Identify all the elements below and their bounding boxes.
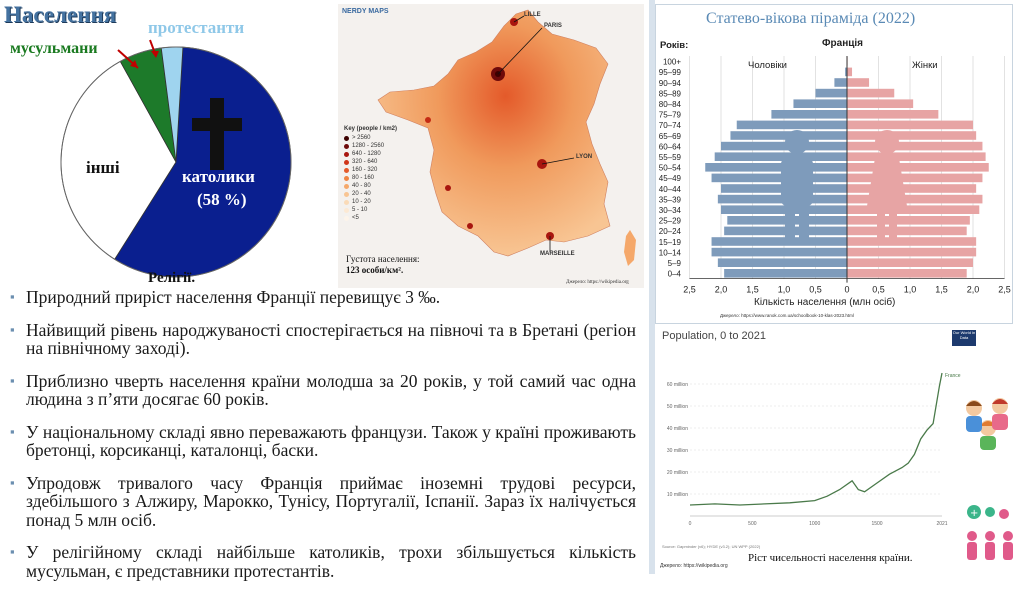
pyramid-age-label: 90–94 xyxy=(659,79,682,88)
pyramid-women-label: Жінки xyxy=(912,60,938,71)
pyramid-bar-men xyxy=(816,89,848,98)
pyramid-xtick: 1,5 xyxy=(935,285,948,295)
map-legend-item xyxy=(344,198,414,206)
density-map xyxy=(338,4,644,288)
map-legend-item xyxy=(344,142,414,150)
line-chart-source-note: Source: Gapminder (v6); HYDE (v3.2); UN WPP (2022) xyxy=(662,544,760,549)
pyramid-bar-women xyxy=(847,269,967,278)
pyramid-xtick: 2,5 xyxy=(998,285,1011,295)
line-chart-source: Джерело: https://wikipedia.org xyxy=(660,563,728,569)
map-legend-item xyxy=(344,174,414,182)
pyramid-bar-women xyxy=(847,142,982,151)
map-legend-swatch xyxy=(344,184,349,189)
pyramid-bar-men xyxy=(793,99,847,108)
label-muslims: мусульмани xyxy=(10,40,98,58)
population-line xyxy=(690,373,942,505)
line-xtick: 1500 xyxy=(871,521,882,527)
pyramid-bar-women xyxy=(847,237,976,246)
pyramid-bar-men xyxy=(834,78,847,87)
nantes-hotspot xyxy=(425,117,431,123)
pyramid-age-label: 70–74 xyxy=(659,121,682,130)
map-legend-item xyxy=(344,158,414,166)
map-legend-item xyxy=(344,214,414,222)
pyramid-bar-women xyxy=(847,184,976,193)
pyramid-source: Джерело: https://www.ranok.com.ua/schoolbook-10-klas-2023.html xyxy=(720,313,854,318)
line-chart-title: Population, 0 to 2021 xyxy=(662,330,766,342)
pyramid-bar-women xyxy=(847,152,986,161)
pyramid-xlabel: Кількість населення (млн осіб) xyxy=(754,297,895,308)
line-xtick: 0 xyxy=(689,521,692,527)
pyramid-age-label: 85–89 xyxy=(659,89,682,98)
pyramid-bar-women xyxy=(847,216,970,225)
pyramid-age-label: 80–84 xyxy=(659,100,682,109)
pyramid-age-label: 10–14 xyxy=(659,248,682,257)
line-ytick: 20 million xyxy=(667,470,688,476)
map-legend xyxy=(344,126,414,222)
pyramid-bar-men xyxy=(715,152,847,161)
map-legend-label: > 2560 xyxy=(352,135,371,141)
map-legend-swatch xyxy=(344,176,349,181)
map-legend-item xyxy=(344,150,414,158)
pyramid-age-label: 20–24 xyxy=(659,227,682,236)
population-pyramid-chart xyxy=(655,30,1011,320)
pyramid-bar-women xyxy=(847,163,989,172)
pyramid-age-label: 30–34 xyxy=(659,206,682,215)
bordeaux-hotspot xyxy=(445,185,451,191)
label-protestants: протестанти xyxy=(148,18,244,38)
line-xtick: 2021 xyxy=(936,521,947,527)
pyramid-xtick: 2,0 xyxy=(715,285,728,295)
pyramid-bar-women xyxy=(847,174,982,183)
pyramid-age-label: 40–44 xyxy=(659,185,682,194)
pyramid-age-label: 35–39 xyxy=(659,195,682,204)
pyramid-xtick: 1,5 xyxy=(746,285,759,295)
page-title: Населення xyxy=(4,2,116,28)
map-legend-swatch xyxy=(344,152,349,157)
pyramid-years-label: Років: xyxy=(660,40,688,51)
pyramid-xtick: 0,5 xyxy=(872,285,885,295)
pyramid-bar-women xyxy=(847,195,982,204)
line-ytick: 30 million xyxy=(667,448,688,454)
map-legend-swatch xyxy=(344,200,349,205)
pyramid-bar-men xyxy=(712,237,847,246)
pyramid-bar-men xyxy=(712,174,847,183)
pyramid-age-label: 60–64 xyxy=(659,142,682,151)
map-legend-swatch xyxy=(344,168,349,173)
pyramid-bar-women xyxy=(847,110,938,119)
pyramid-age-label: 50–54 xyxy=(659,164,682,173)
fact-item: ▪ У національному складі явно переважають французи. Також у країні проживають бретонці, корсиканці, каталонці, баски. xyxy=(8,423,636,460)
pyramid-bar-women xyxy=(847,248,976,257)
label-catholics-percent: (58 %) xyxy=(197,190,247,210)
pyramid-bar-women xyxy=(847,131,976,140)
pyramid-xtick: 0 xyxy=(844,285,849,295)
map-legend-item xyxy=(344,206,414,214)
line-ytick: 60 million xyxy=(667,382,688,388)
pyramid-bar-men xyxy=(737,121,847,130)
pyramid-bar-women xyxy=(847,68,852,77)
pyramid-bar-women xyxy=(847,89,894,98)
pyramid-age-label: 5–9 xyxy=(668,259,682,268)
toulouse-hotspot xyxy=(467,223,473,229)
pyramid-xtick: 1,0 xyxy=(778,285,791,295)
pyramid-bar-men xyxy=(705,163,847,172)
fact-item: ▪ Найвищий рівень народжуваності спостерігається на півночі та в Бретані (регіон на північному заході). xyxy=(8,321,636,358)
density-label: Густота населення: xyxy=(346,254,420,264)
map-legend-label: 1280 - 2560 xyxy=(352,143,384,149)
line-ytick: 10 million xyxy=(667,492,688,498)
pyramid-age-label: 65–69 xyxy=(659,132,682,141)
pyramid-men-label: Чоловіки xyxy=(748,60,787,71)
pyramid-bar-women xyxy=(847,227,967,236)
pyramid-bar-women xyxy=(847,121,973,130)
line-xtick: 1000 xyxy=(809,521,820,527)
map-legend-swatch xyxy=(344,136,349,141)
pyramid-bar-women xyxy=(847,78,869,87)
map-legend-label: 160 - 320 xyxy=(352,167,377,173)
pyramid-age-label: 0–4 xyxy=(668,270,682,279)
map-legend-label: 80 - 160 xyxy=(352,175,374,181)
population-line-chart xyxy=(656,326,956,572)
pyramid-bar-men xyxy=(718,258,847,267)
pyramid-heading: Статево-вікова піраміда (2022) xyxy=(706,10,915,28)
label-catholics: католики xyxy=(182,167,255,187)
fact-item: ▪ Приблизно чверть населення країни молодша за 20 років, у той самий час одна людина з п’яти досягає 60 років. xyxy=(8,372,636,409)
facts-list xyxy=(8,288,636,594)
map-legend-label: 5 - 10 xyxy=(352,207,367,213)
map-legend-label: 640 - 1280 xyxy=(352,151,381,157)
map-legend-swatch xyxy=(344,160,349,165)
pyramid-xtick: 2,5 xyxy=(683,285,696,295)
map-legend-label: 320 - 640 xyxy=(352,159,377,165)
map-legend-swatch xyxy=(344,208,349,213)
city-label-paris: PARIS xyxy=(544,23,562,29)
pyramid-bar-women xyxy=(847,205,979,214)
fact-item: ▪ У релігійному складі найбільше католиків, трохи збільшується кількість мусульман, є представники протестантів. xyxy=(8,543,636,580)
map-legend-item xyxy=(344,182,414,190)
map-legend-label: 40 - 80 xyxy=(352,183,371,189)
line-ytick: 50 million xyxy=(667,404,688,410)
map-logo: NERDY MAPS xyxy=(342,8,389,15)
pyramid-age-label: 25–29 xyxy=(659,217,682,226)
map-legend-title: Key (people / km2) xyxy=(344,126,414,132)
pyramid-xtick: 1,0 xyxy=(904,285,917,295)
city-label-lyon: LYON xyxy=(576,154,592,160)
pyramid-age-label: 95–99 xyxy=(659,68,682,77)
pyramid-bar-men xyxy=(721,205,847,214)
line-ytick: 40 million xyxy=(667,426,688,432)
pyramid-age-label: 100+ xyxy=(663,58,681,67)
line-chart-caption: Ріст чисельності населення країни. xyxy=(748,552,913,564)
label-others: інші xyxy=(86,158,120,178)
line-xtick: 500 xyxy=(748,521,757,527)
pyramid-bar-women xyxy=(847,99,913,108)
pyramid-xtick: 2,0 xyxy=(967,285,980,295)
religion-caption: Релігії. xyxy=(148,270,195,287)
pyramid-bar-men xyxy=(721,142,847,151)
family-icon xyxy=(958,392,1018,452)
map-legend-label: <5 xyxy=(352,215,359,221)
pyramid-bar-women xyxy=(847,258,973,267)
fact-item: ▪ Природний приріст населення Франції перевищує 3 ‰. xyxy=(8,288,636,307)
city-label-lille: LILLE xyxy=(524,12,541,18)
map-legend-label: 10 - 20 xyxy=(352,199,371,205)
fact-item: ▪ Упродовж тривалого часу Франція приймає іноземні трудові ресурси, здебільшого з Алжиру, Марокко, Тунісу, Португалії, Іспанії. Зараз їх налічується понад 5 млн осіб. xyxy=(8,474,636,530)
corsica-shape xyxy=(624,230,636,266)
map-legend-item xyxy=(344,166,414,174)
svg-text:+: + xyxy=(970,508,978,519)
pyramid-age-label: 55–59 xyxy=(659,153,682,162)
owid-badge: Our World in Data xyxy=(952,330,976,346)
pyramid-xtick: 0,5 xyxy=(809,285,822,295)
pyramid-bar-men xyxy=(712,248,847,257)
pyramid-age-label: 75–79 xyxy=(659,111,682,120)
pyramid-age-label: 45–49 xyxy=(659,174,682,183)
density-value: 123 особи/км². xyxy=(346,265,403,275)
people-group-icon xyxy=(960,500,1020,570)
city-label-marseille: MARSEILLE xyxy=(540,251,575,257)
map-source: Джерело: https://wikipedia.org xyxy=(566,280,629,285)
line-series-label: France xyxy=(945,373,961,379)
pyramid-bar-men xyxy=(724,269,847,278)
map-legend-swatch xyxy=(344,144,349,149)
pyramid-country: Франція xyxy=(822,38,863,49)
map-legend-label: 20 - 40 xyxy=(352,191,371,197)
map-legend-swatch xyxy=(344,216,349,221)
pyramid-bar-men xyxy=(771,110,847,119)
map-legend-swatch xyxy=(344,192,349,197)
pyramid-age-label: 15–19 xyxy=(659,238,682,247)
map-legend-item xyxy=(344,190,414,198)
map-legend-item xyxy=(344,134,414,142)
religion-pie-chart xyxy=(0,20,330,290)
